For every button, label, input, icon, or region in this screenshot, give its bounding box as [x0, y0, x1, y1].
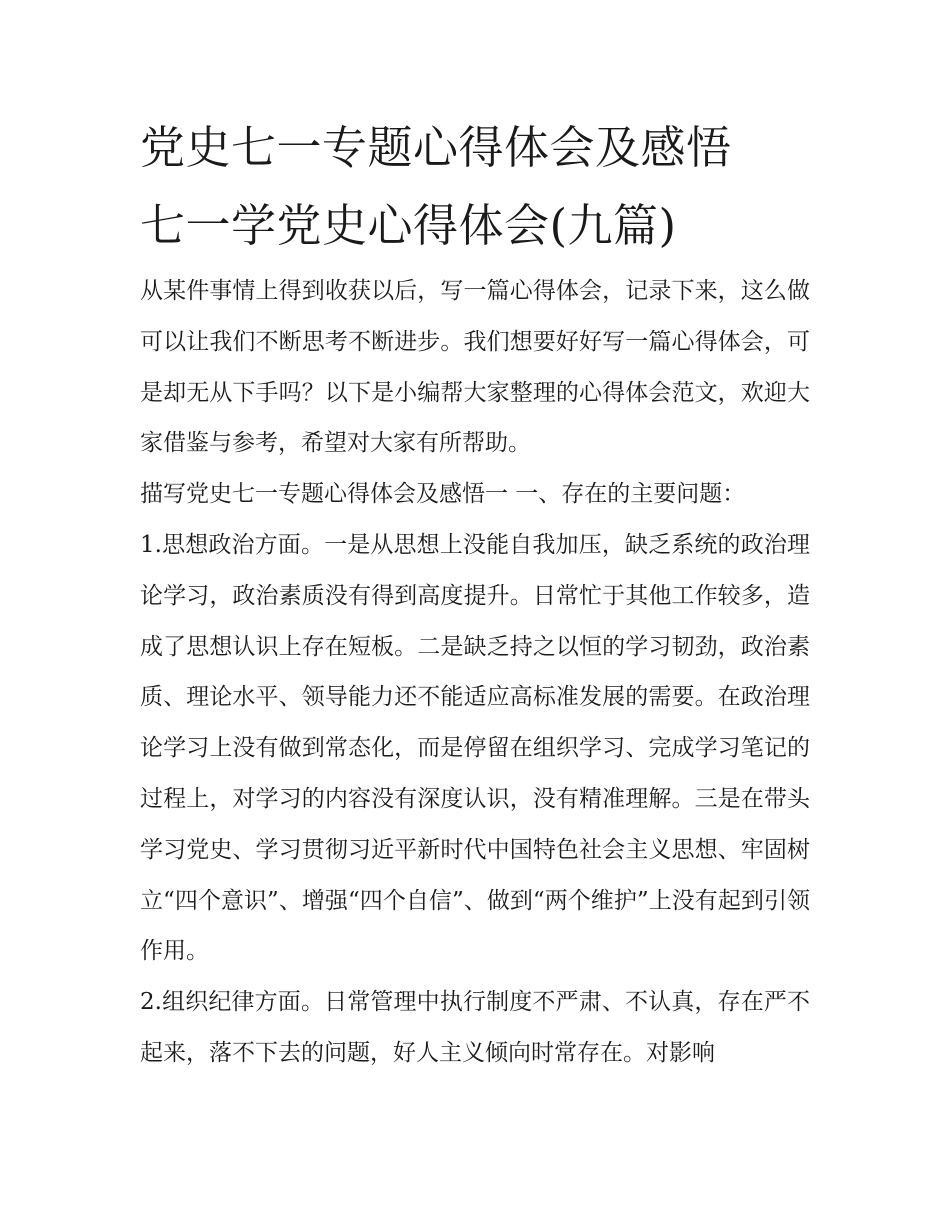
intro-paragraph: 从某件事情上得到收获以后，写一篇心得体会，记录下来，这么做可以让我们不断思考不断进步。我们想要好好写一篇心得体会，可是却无从下手吗？以下是小编帮大家整理的心得体会范文，欢迎大家借鉴与参考，希望对大家有所帮助。 [140, 278, 810, 457]
section-heading-paragraph: 描写党史七一专题心得体会及感悟一 一、存在的主要问题： [140, 481, 746, 508]
document-page [140, 110, 810, 1079]
document-title-line-1: 党史七一专题心得体会及感悟 [140, 121, 732, 174]
document-title-line-2: 七一学党史心得体会(九篇) [140, 199, 677, 252]
body-paragraph-1: 1.思想政治方面。一是从思想上没能自我加压，缺乏系统的政治理论学习，政治素质没有得到高度提升。日常忙于其他工作较多，造成了思想认识上存在短板。二是缺乏持之以恒的学习韧劲，政治素质、理论水平、领导能力还不能适应高标准发展的需要。在政治理论学习上没有做到常态化，而是停留在组织学习、完成学习笔记的过程上，对学习的内容没有深度认识，没有精准理解。三是在带头学习党史、学习贯彻习近平新时代中国特色社会主义思想、牢固树立“四个意识”、增强“四个自信”、做到“两个维护”上没有起到引领作用。 [140, 531, 810, 965]
body-paragraph-2: 2.组织纪律方面。日常管理中执行制度不严肃、不认真，存在严不起来，落不下去的问题，好人主义倾向时常存在。对影响 [140, 989, 810, 1066]
